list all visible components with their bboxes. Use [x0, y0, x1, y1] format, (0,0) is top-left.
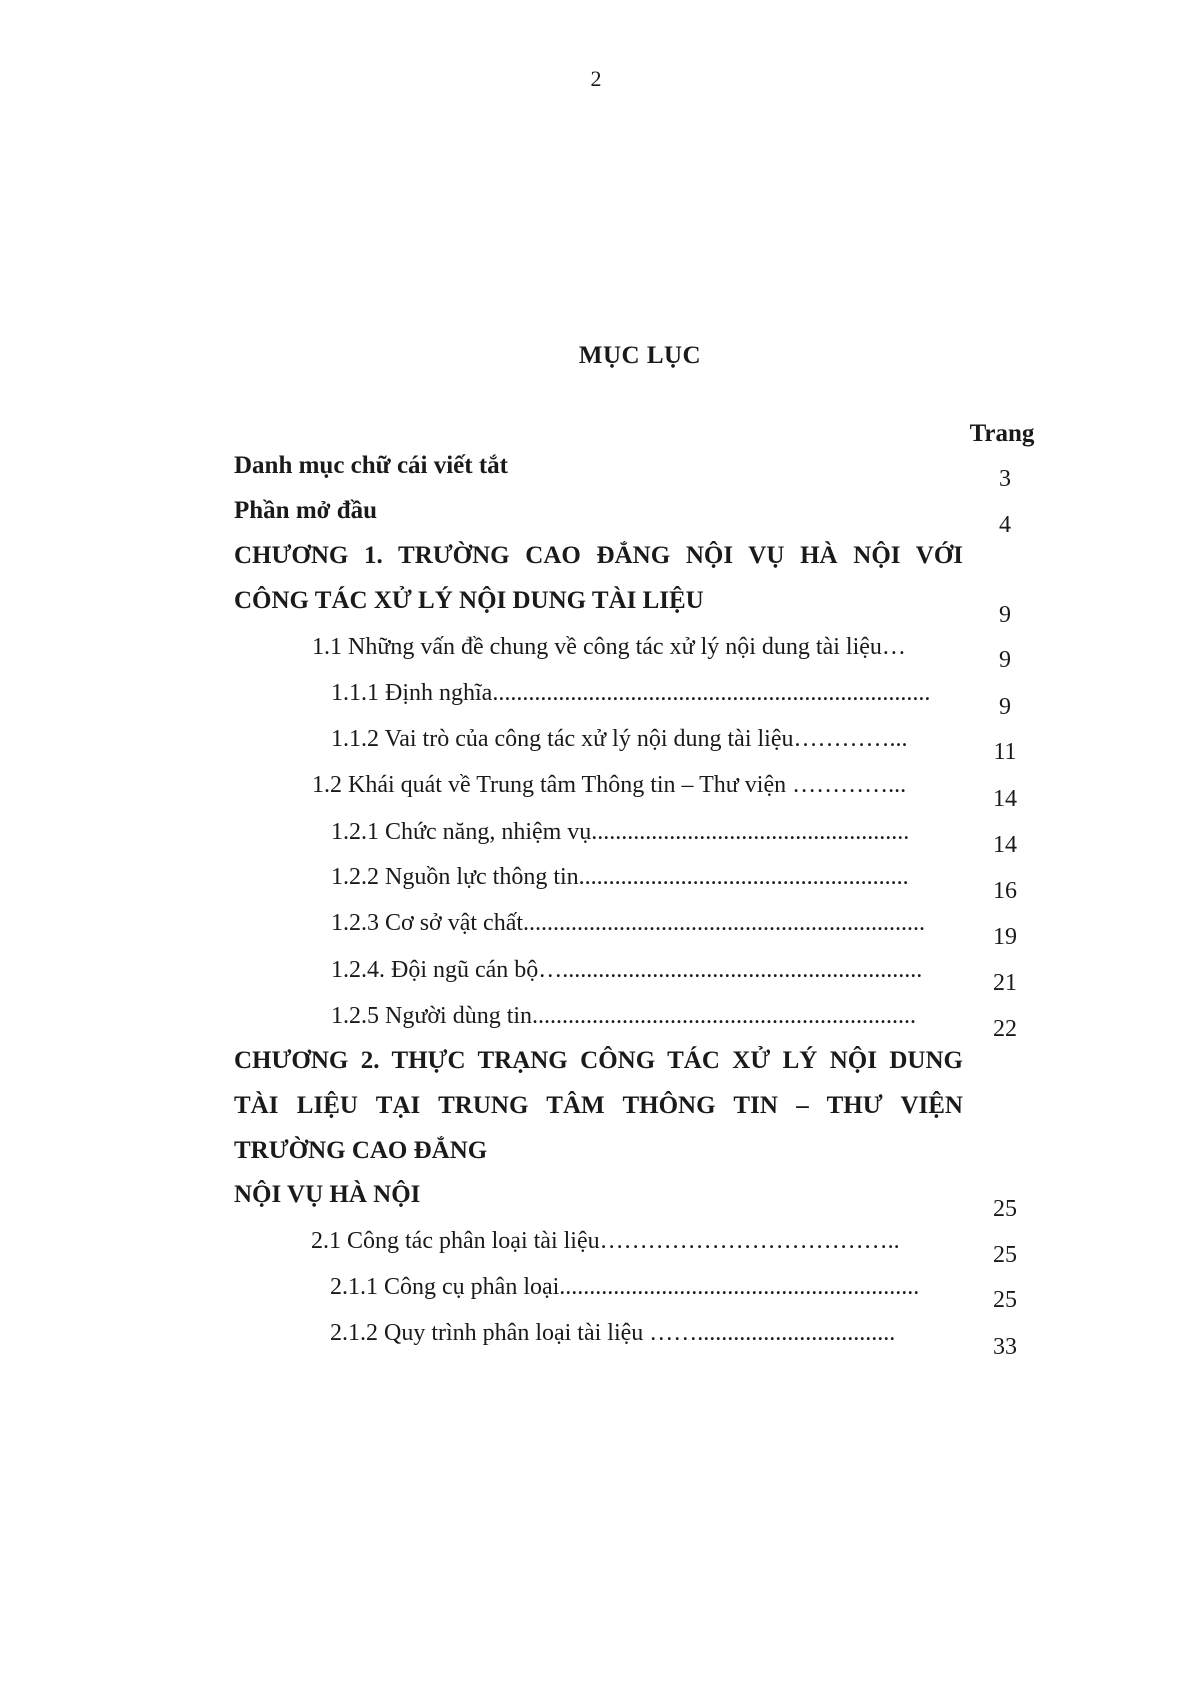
toc-entry-chapter-1-line-2: CÔNG TÁC XỬ LÝ NỘI DUNG TÀI LIỆU: [234, 587, 704, 614]
toc-page-number: 21: [993, 970, 1017, 996]
toc-entry-section-1-1-2: 1.1.2 Vai trò của công tác xử lý nội dung tài liệu…………...: [331, 726, 908, 752]
toc-page-number: 25: [993, 1287, 1017, 1313]
toc-page-number: 25: [993, 1242, 1017, 1268]
toc-page-number: 25: [993, 1196, 1017, 1222]
toc-entry-section-1-2: 1.2 Khái quát về Trung tâm Thông tin – Thư viện …………...: [312, 772, 907, 798]
toc-page-number: 14: [993, 786, 1017, 812]
toc-page-number: 16: [993, 878, 1017, 904]
toc-entry-section-1-1-1: 1.1.1 Định nghĩa.........................................................................: [331, 680, 931, 706]
toc-entry-section-1-2-2: 1.2.2 Nguồn lực thông tin.......................................................: [331, 864, 909, 890]
toc-page-number: 4: [999, 512, 1011, 538]
toc-page-number: 9: [999, 694, 1011, 720]
toc-page-number: 9: [999, 647, 1011, 673]
page-number: 2: [590, 66, 602, 91]
toc-page-number: 11: [993, 739, 1017, 765]
toc-entry-section-1-2-3: 1.2.3 Cơ sở vật chất...................................................................: [331, 910, 926, 936]
toc-title: MỤC LỤC: [578, 342, 702, 369]
toc-entry-section-2-1-1: 2.1.1 Công cụ phân loại............................................................: [330, 1274, 920, 1300]
page-column-header: Trang: [969, 420, 1035, 447]
toc-entry-abbreviations: Danh mục chữ cái viết tắt: [234, 452, 508, 479]
toc-entry-section-1-2-1: 1.2.1 Chức năng, nhiệm vụ.....................................................: [331, 819, 910, 845]
toc-page-number: 14: [993, 832, 1017, 858]
toc-entry-section-2-1: 2.1 Công tác phân loại tài liệu………………………………..: [311, 1228, 900, 1254]
toc-entry-section-1-2-5: 1.2.5 Người dùng tin................................................................: [331, 1003, 917, 1029]
toc-page-number: 3: [999, 466, 1011, 492]
toc-page-number: 33: [993, 1334, 1017, 1360]
toc-entry-chapter-2-line-1: CHƯƠNG 2. THỰC TRẠNG CÔNG TÁC XỬ LÝ NỘI DUNG: [234, 1047, 963, 1074]
toc-entry-chapter-1-line-1: CHƯƠNG 1. TRƯỜNG CAO ĐẲNG NỘI VỤ HÀ NỘI VỚI: [234, 542, 963, 569]
toc-entry-introduction: Phần mở đầu: [234, 497, 378, 524]
toc-entry-chapter-2-line-3: TRƯỜNG CAO ĐẲNG: [234, 1137, 488, 1164]
toc-entry-section-1-2-4: 1.2.4. Đội ngũ cán bộ…............................................................: [331, 957, 923, 983]
toc-page-number: 19: [993, 924, 1017, 950]
toc-page-number: 22: [993, 1016, 1017, 1042]
toc-page-number: 9: [999, 602, 1011, 628]
toc-entry-chapter-2-line-2: TÀI LIỆU TẠI TRUNG TÂM THÔNG TIN – THƯ VIỆN: [234, 1092, 963, 1119]
toc-entry-chapter-2-line-4: NỘI VỤ HÀ NỘI: [234, 1181, 421, 1208]
toc-entry-section-2-1-2: 2.1.2 Quy trình phân loại tài liệu …….................................: [330, 1320, 896, 1346]
toc-entry-section-1-1: 1.1 Những vấn đề chung về công tác xử lý nội dung tài liệu…: [312, 634, 906, 660]
